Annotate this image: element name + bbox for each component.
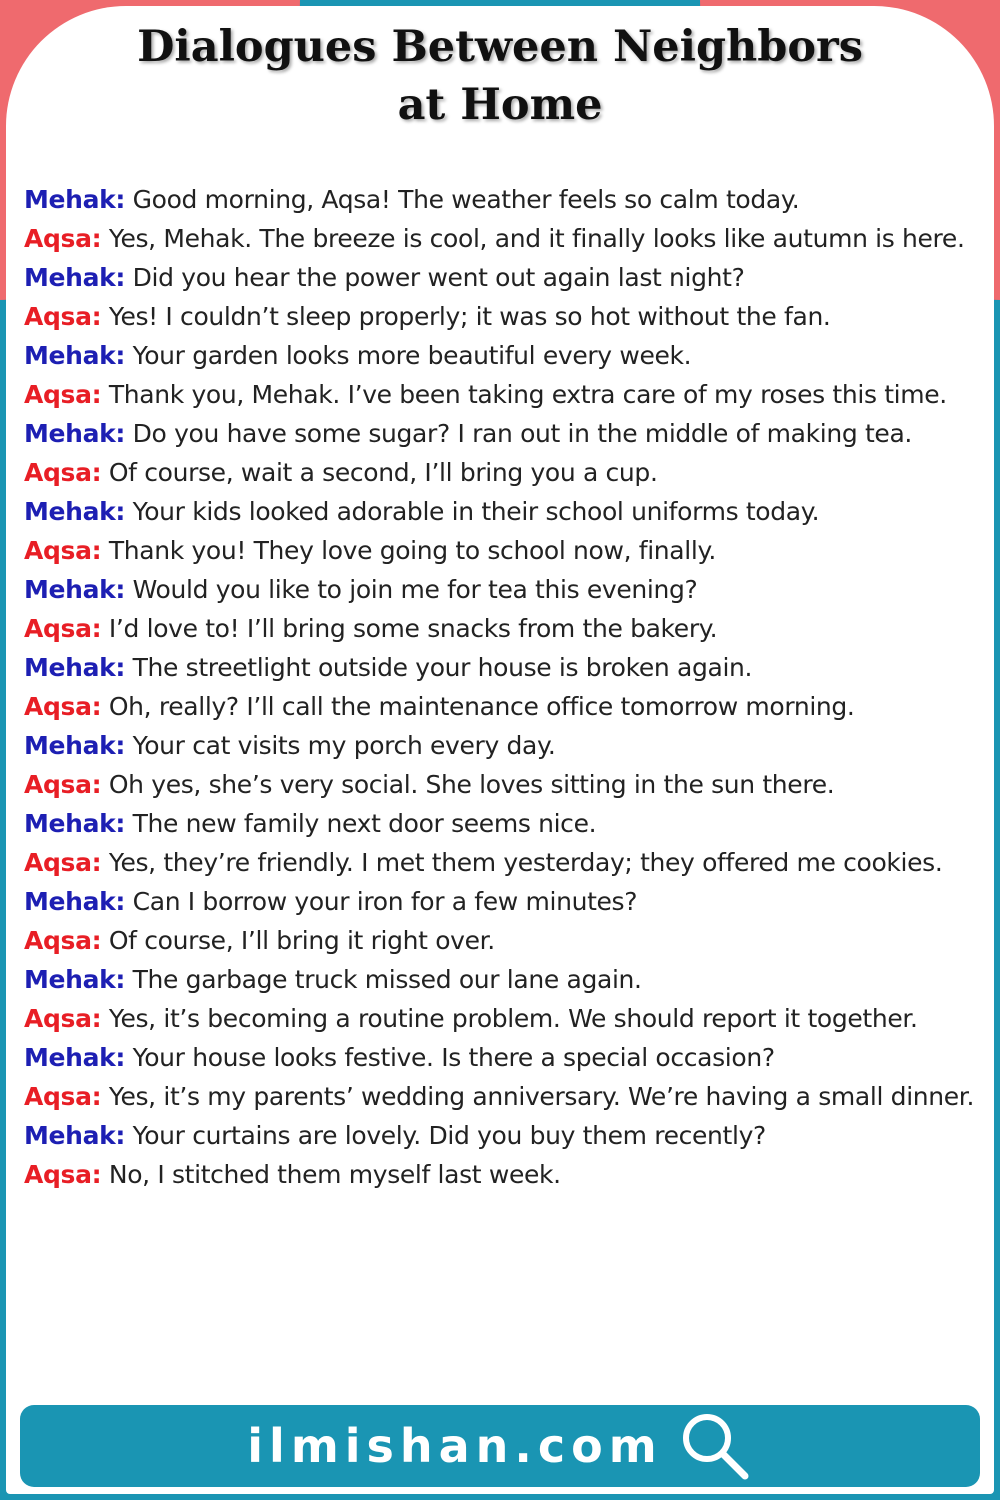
- dialogue-text: Oh yes, she’s very social. She loves sitting in the sun there.: [108, 770, 835, 799]
- dialogue-text: Did you hear the power went out again last night?: [132, 263, 745, 292]
- dialogue-text: Of course, wait a second, I’ll bring you a cup.: [108, 458, 658, 487]
- dialogue-line: [24, 921, 984, 960]
- speaker-label: Aqsa:: [24, 458, 102, 487]
- dialogue-line: [24, 453, 984, 492]
- dialogue-text: Your kids looked adorable in their school uniforms today.: [132, 497, 820, 526]
- dialogue-line: [24, 609, 984, 648]
- dialogue-text: Your cat visits my porch every day.: [132, 731, 556, 760]
- dialogue-text: The garbage truck missed our lane again.: [132, 965, 642, 994]
- dialogue-text: Would you like to join me for tea this evening?: [132, 575, 698, 604]
- dialogue-text: Yes, it’s becoming a routine problem. We should report it together.: [108, 1004, 918, 1033]
- dialogue-line: [24, 648, 984, 687]
- dialogue-text: Of course, I’ll bring it right over.: [108, 926, 495, 955]
- dialogue-line: [24, 570, 984, 609]
- speaker-label: Aqsa:: [24, 614, 102, 643]
- dialogue-text: I’d love to! I’ll bring some snacks from the bakery.: [108, 614, 718, 643]
- footer-banner[interactable]: [20, 1405, 980, 1487]
- dialogue-text: Do you have some sugar? I ran out in the middle of making tea.: [132, 419, 913, 448]
- dialogue-line: [24, 687, 984, 726]
- dialogue-text: Yes, it’s my parents’ wedding anniversary. We’re having a small dinner.: [108, 1082, 975, 1111]
- dialogue-line: [24, 414, 984, 453]
- site-name[interactable]: ilmishan.com: [247, 1419, 663, 1473]
- dialogue-line: [24, 1077, 984, 1116]
- speaker-label: Mehak:: [24, 185, 126, 214]
- dialogue-line: [24, 258, 984, 297]
- speaker-label: Aqsa:: [24, 770, 102, 799]
- speaker-label: Aqsa:: [24, 1160, 102, 1189]
- dialogue-line: [24, 765, 984, 804]
- dialogue-line: [24, 375, 984, 414]
- speaker-label: Mehak:: [24, 965, 126, 994]
- dialogue-text: Thank you! They love going to school now, finally.: [108, 536, 716, 565]
- dialogue-line: [24, 960, 984, 999]
- dialogue-line: [24, 882, 984, 921]
- speaker-label: Mehak:: [24, 497, 126, 526]
- speaker-label: Aqsa:: [24, 224, 102, 253]
- speaker-label: Mehak:: [24, 419, 126, 448]
- speaker-label: Aqsa:: [24, 536, 102, 565]
- dialogue-line: [24, 726, 984, 765]
- dialogue-text: Your curtains are lovely. Did you buy them recently?: [132, 1121, 766, 1150]
- speaker-label: Mehak:: [24, 341, 126, 370]
- search-icon: [677, 1408, 753, 1484]
- dialogue-line: [24, 219, 984, 258]
- speaker-label: Aqsa:: [24, 380, 102, 409]
- dialogue-line: [24, 999, 984, 1038]
- speaker-label: Mehak:: [24, 1043, 126, 1072]
- speaker-label: Mehak:: [24, 887, 126, 916]
- dialogue-line: [24, 336, 984, 375]
- title-line-2: at Home: [397, 80, 603, 130]
- dialogue-line: [24, 843, 984, 882]
- speaker-label: Mehak:: [24, 575, 126, 604]
- speaker-label: Mehak:: [24, 653, 126, 682]
- dialogue-text: The streetlight outside your house is broken again.: [132, 653, 753, 682]
- speaker-label: Aqsa:: [24, 1082, 102, 1111]
- speaker-label: Aqsa:: [24, 848, 102, 877]
- speaker-label: Aqsa:: [24, 1004, 102, 1033]
- page-title: [60, 18, 940, 134]
- dialogue-text: Your house looks festive. Is there a special occasion?: [132, 1043, 775, 1072]
- dialogue-text: Your garden looks more beautiful every week.: [132, 341, 692, 370]
- dialogue-text: Yes! I couldn’t sleep properly; it was so hot without the fan.: [108, 302, 831, 331]
- dialogue-text: Oh, really? I’ll call the maintenance office tomorrow morning.: [108, 692, 855, 721]
- dialogue-line: [24, 531, 984, 570]
- dialogue-line: [24, 180, 984, 219]
- dialogue-text: Yes, they’re friendly. I met them yesterday; they offered me cookies.: [108, 848, 943, 877]
- speaker-label: Aqsa:: [24, 302, 102, 331]
- speaker-label: Mehak:: [24, 731, 126, 760]
- speaker-label: Mehak:: [24, 1121, 126, 1150]
- speaker-label: Mehak:: [24, 809, 126, 838]
- speaker-label: Aqsa:: [24, 692, 102, 721]
- title-line-1: Dialogues Between Neighbors: [137, 22, 863, 72]
- dialogue-line: [24, 804, 984, 843]
- dialogue-line: [24, 1038, 984, 1077]
- dialogue-text: Yes, Mehak. The breeze is cool, and it finally looks like autumn is here.: [108, 224, 965, 253]
- dialogue-line: [24, 1155, 984, 1194]
- dialogue-text: Can I borrow your iron for a few minutes?: [132, 887, 638, 916]
- dialogue-list: [24, 180, 984, 1194]
- speaker-label: Mehak:: [24, 263, 126, 292]
- dialogue-line: [24, 1116, 984, 1155]
- dialogue-text: The new family next door seems nice.: [132, 809, 597, 838]
- speaker-label: Aqsa:: [24, 926, 102, 955]
- dialogue-text: Thank you, Mehak. I’ve been taking extra care of my roses this time.: [108, 380, 947, 409]
- dialogue-line: [24, 297, 984, 336]
- dialogue-text: No, I stitched them myself last week.: [108, 1160, 561, 1189]
- dialogue-line: [24, 492, 984, 531]
- dialogue-text: Good morning, Aqsa! The weather feels so calm today.: [132, 185, 800, 214]
